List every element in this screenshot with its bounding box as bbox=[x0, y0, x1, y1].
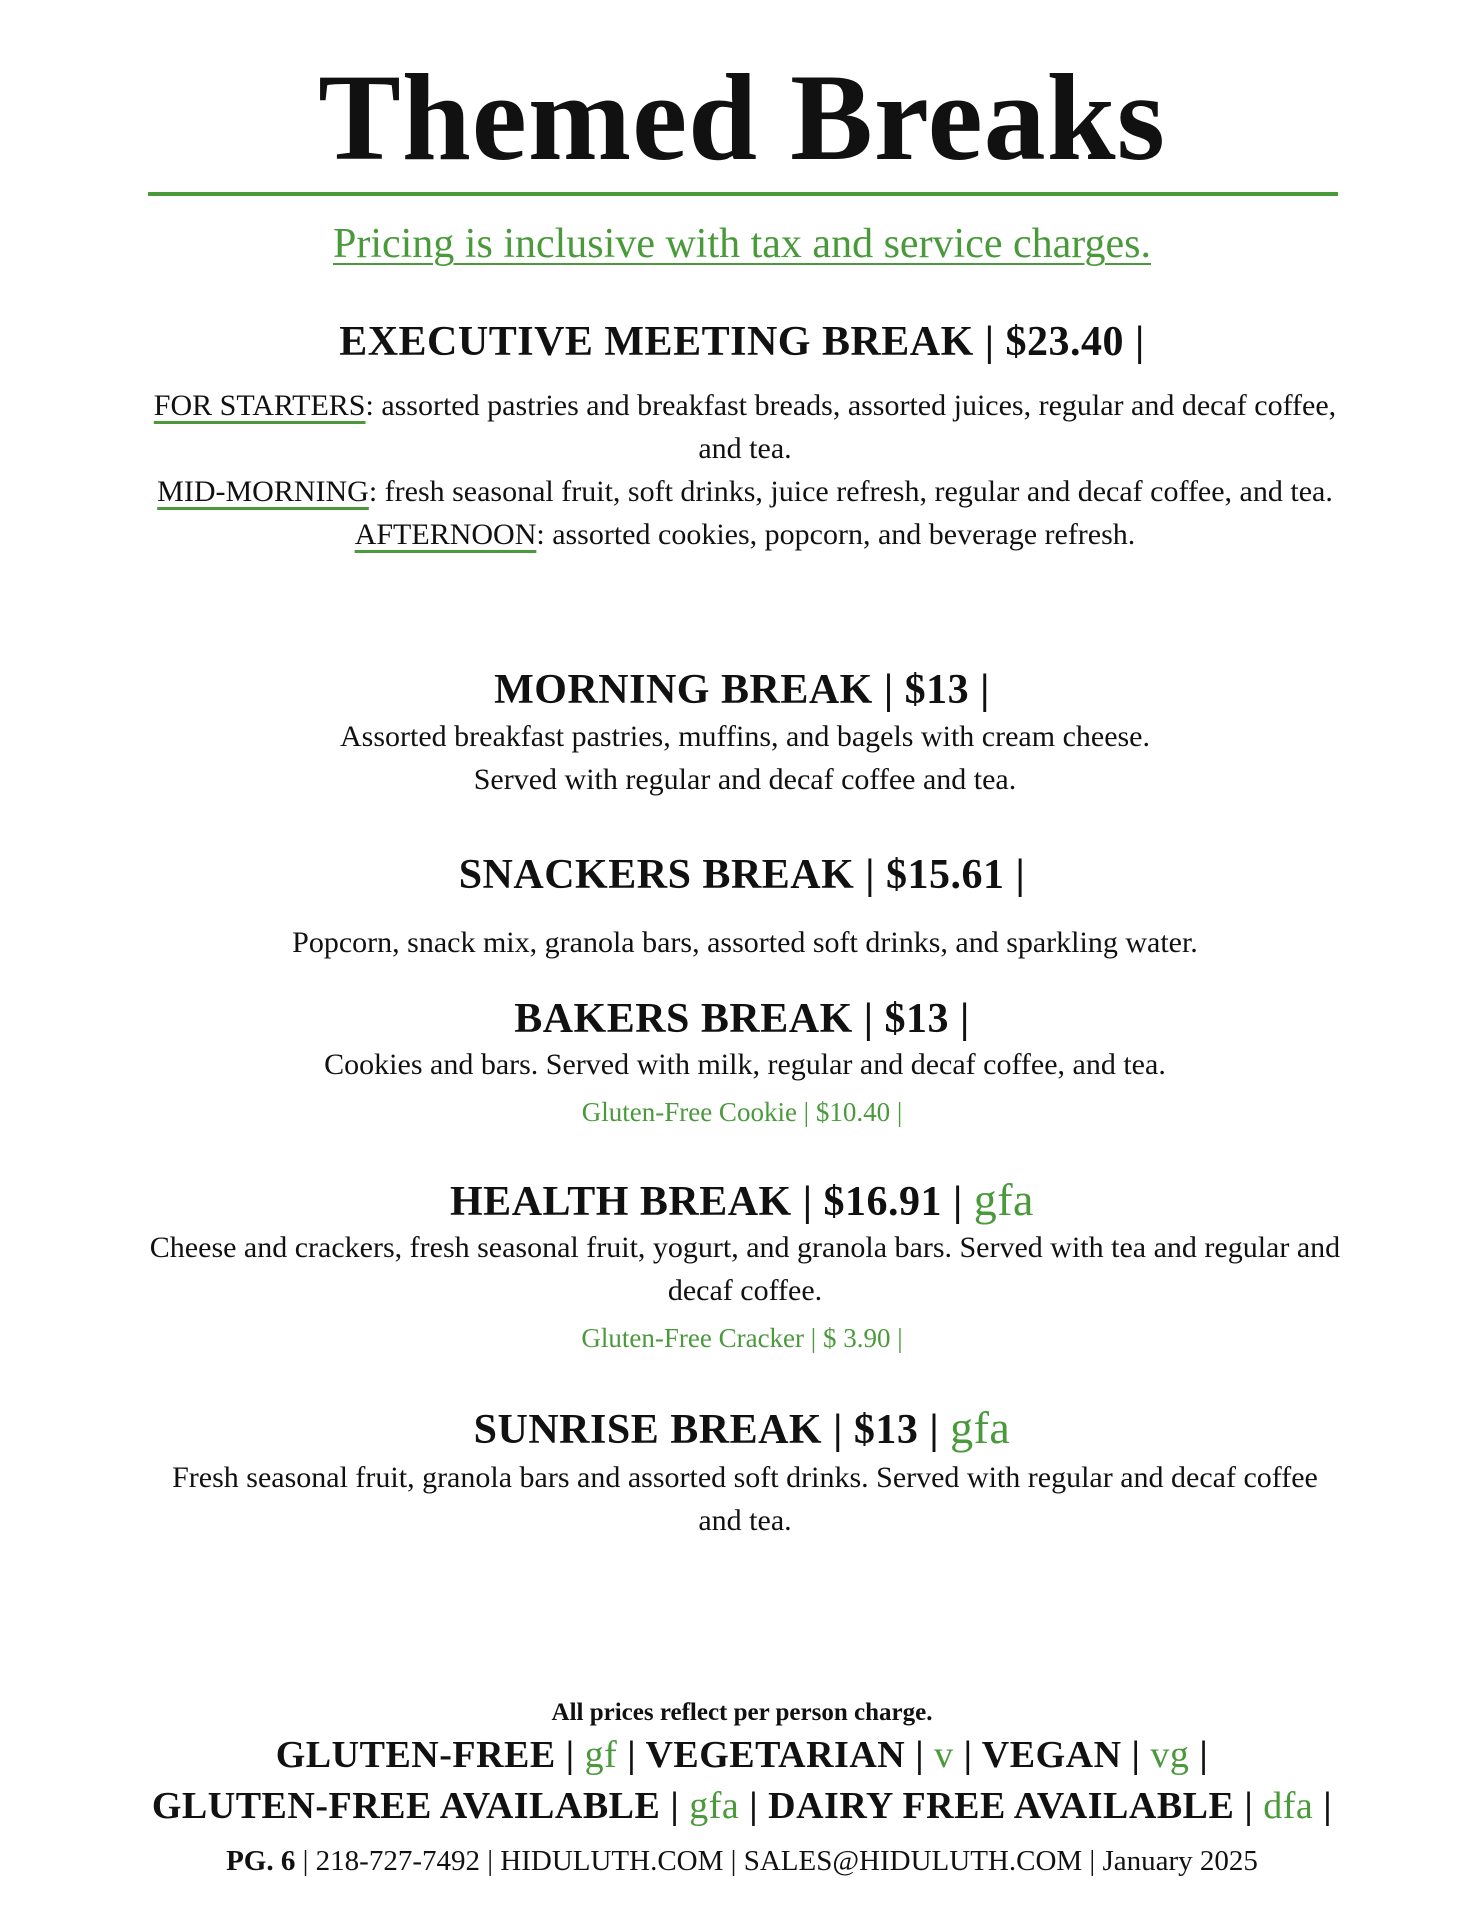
bakers-break-details: Cookies and bars. Served with milk, regular and decaf coffee, and tea. bbox=[324, 1048, 1166, 1081]
health-break-title: HEALTH BREAK | $16.91 | bbox=[450, 1179, 963, 1225]
mid-morning-label: MID-MORNING bbox=[157, 475, 369, 508]
snackers-break-details: Popcorn, snack mix, granola bars, assorted soft drinks, and sparkling water. bbox=[292, 926, 1198, 959]
morning-break-details bbox=[150, 715, 1340, 801]
for-starters-label: FOR STARTERS bbox=[153, 389, 366, 422]
legend-dfa-label: | DAIRY FREE AVAILABLE | bbox=[749, 1785, 1254, 1827]
legend-gfa-code: gfa bbox=[689, 1785, 740, 1827]
legend-vg-label: | VEGAN | bbox=[963, 1734, 1141, 1776]
sunrise-gfa-tag: gfa bbox=[950, 1402, 1011, 1453]
health-gfa-tag: gfa bbox=[973, 1174, 1034, 1225]
afternoon-text: : assorted cookies, popcorn, and beverage refresh. bbox=[536, 518, 1136, 551]
page-number: PG. 6 bbox=[226, 1845, 296, 1877]
morning-line-2: Served with regular and decaf coffee and tea. bbox=[473, 763, 1017, 796]
sunrise-break-title: SUNRISE BREAK | $13 | bbox=[473, 1407, 940, 1453]
snackers-break-heading: SNACKERS BREAK | $15.61 | bbox=[458, 852, 1026, 898]
for-starters-text: : assorted pastries and breakfast breads, assorted juices, regular and decaf coffee, and tea. bbox=[365, 389, 1337, 465]
health-break-heading bbox=[0, 1172, 1484, 1230]
bakers-break-heading: BAKERS BREAK | $13 | bbox=[514, 996, 970, 1042]
legend-dfa-code: dfa bbox=[1263, 1785, 1314, 1827]
executive-item-for-starters bbox=[150, 384, 1340, 470]
gluten-free-cookie-note: Gluten-Free Cookie | $10.40 | bbox=[581, 1097, 903, 1127]
dietary-legend-line-2 bbox=[0, 1781, 1484, 1831]
gluten-free-cracker-note: Gluten-Free Cracker | $ 3.90 | bbox=[581, 1323, 903, 1353]
page-title: Themed Breaks bbox=[318, 49, 1166, 186]
executive-break-heading: EXECUTIVE MEETING BREAK | $23.40 | bbox=[339, 319, 1145, 365]
legend-v-label: | VEGETARIAN | bbox=[627, 1734, 925, 1776]
executive-break-details bbox=[150, 384, 1340, 556]
sunrise-break-heading bbox=[0, 1400, 1484, 1458]
executive-item-afternoon bbox=[150, 513, 1340, 556]
executive-item-mid-morning bbox=[150, 470, 1340, 513]
legend-line2-end: | bbox=[1323, 1785, 1333, 1827]
morning-break-heading: MORNING BREAK | $13 | bbox=[494, 667, 990, 713]
legend-v-code: v bbox=[934, 1734, 954, 1776]
legend-line1-end: | bbox=[1199, 1734, 1209, 1776]
legend-vg-code: vg bbox=[1150, 1734, 1190, 1776]
afternoon-label: AFTERNOON bbox=[354, 518, 537, 551]
contact-line bbox=[0, 1840, 1484, 1882]
morning-line-1: Assorted breakfast pastries, muffins, and bagels with cream cheese. bbox=[339, 720, 1150, 753]
legend-gfa-label: GLUTEN-FREE AVAILABLE | bbox=[151, 1785, 680, 1827]
contact-details: | 218-727-7492 | HIDULUTH.COM | SALES@HIDULUTH.COM | January 2025 bbox=[302, 1845, 1258, 1877]
title-divider bbox=[148, 192, 1338, 196]
health-break-details: Cheese and crackers, fresh seasonal fruit, yogurt, and granola bars. Served with tea and regular and decaf coffee. bbox=[149, 1231, 1341, 1307]
pricing-note: Pricing is inclusive with tax and service charges. bbox=[332, 221, 1151, 267]
legend-gf-code: gf bbox=[584, 1734, 618, 1776]
sunrise-break-details: Fresh seasonal fruit, granola bars and assorted soft drinks. Served with regular and decaf coffee and tea. bbox=[172, 1461, 1318, 1537]
dietary-legend-line-1 bbox=[0, 1730, 1484, 1780]
mid-morning-text: : fresh seasonal fruit, soft drinks, juice refresh, regular and decaf coffee, and tea. bbox=[368, 475, 1333, 508]
legend-gf-label: GLUTEN-FREE | bbox=[275, 1734, 575, 1776]
per-person-note: All prices reflect per person charge. bbox=[551, 1699, 933, 1726]
